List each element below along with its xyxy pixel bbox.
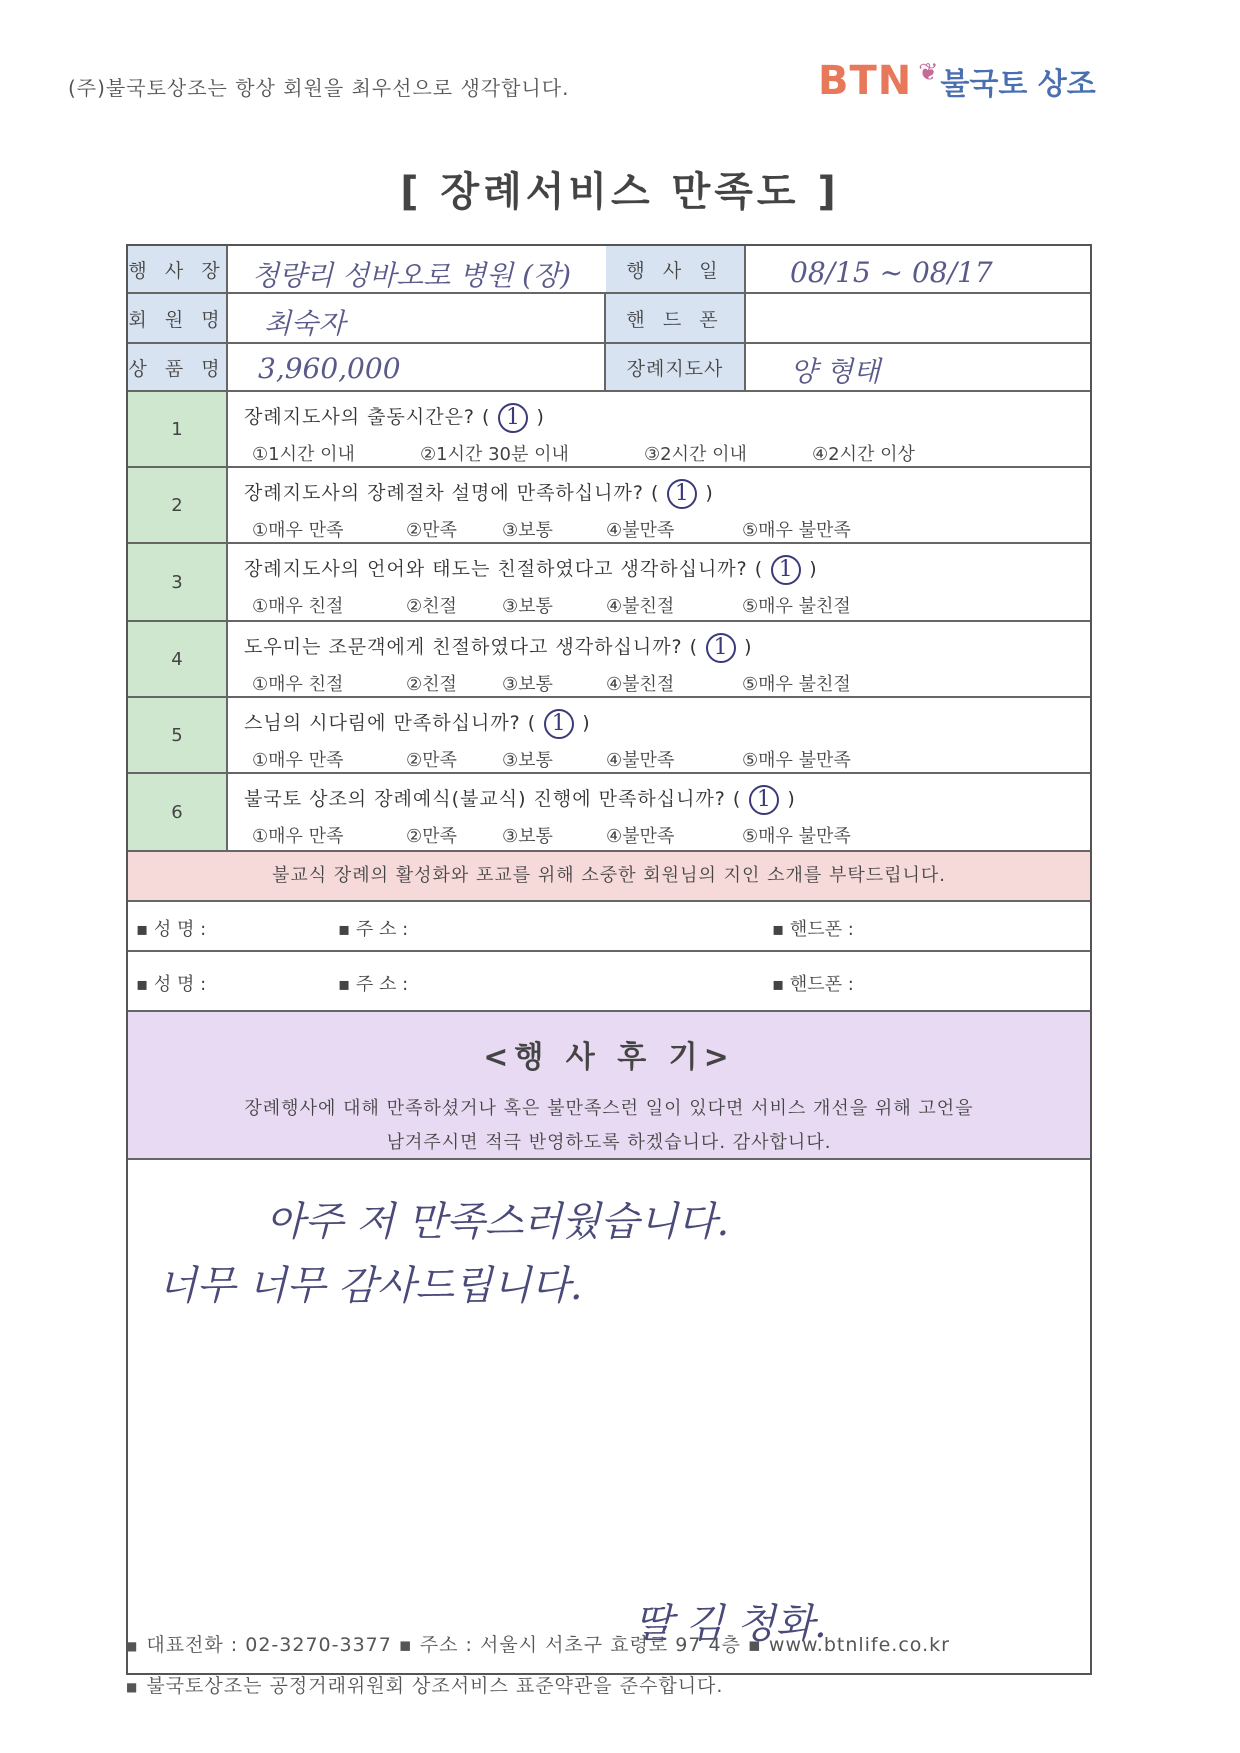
review-handwriting-line1: 아주 저 만족스러웠습니다. [266,1199,730,1245]
butterfly-icon: ❦ [918,58,939,86]
question-row [128,392,1090,468]
option[interactable]: ④불친절 [606,674,675,695]
logo-btn-text: BTN [818,58,913,104]
referral-row [128,902,1090,952]
tagline: (주)불국토상조는 항상 회원을 최우선으로 생각합니다. [68,76,570,100]
option[interactable]: ⑤매우 불만족 [742,826,851,847]
date-label: 행 사 일 [606,246,746,294]
product-field[interactable] [228,344,606,392]
referral-address-label: ▪ 주 소 : [338,974,409,995]
referral-banner: 불교식 장례의 활성화와 포교를 위해 소중한 회원님의 지인 소개를 부탁드립니다. [128,852,1090,902]
question-number: 1 [128,392,228,466]
company-logo [818,58,1096,104]
question-number: 4 [128,622,228,696]
question-options [252,670,851,696]
referral-row [128,952,1090,1012]
option[interactable]: ③보통 [502,674,553,695]
referral-address-label: ▪ 주 소 : [338,919,409,940]
question-row [128,774,1090,852]
question-number: 6 [128,774,228,850]
product-label: 상 품 명 [128,344,228,392]
form-title: [ 장례서비스 만족도 ] [400,169,840,215]
question-options [252,592,851,618]
review-signature: 딸 김 청화. [634,1601,827,1647]
product-value: 3,960,000 [258,352,401,385]
review-description: 장례행사에 대해 만족하셨거나 혹은 불만족스런 일이 있다면 서비스 개선을 위해 고언을 남겨주시면 적극 반영하도록 하겠습니다. 감사합니다. [244,1098,974,1153]
option[interactable]: ②1시간 30분 이내 [420,444,569,465]
option[interactable]: ④불친절 [606,596,675,617]
venue-label: 행 사 장 [128,246,228,294]
question-row [128,468,1090,544]
option[interactable]: ①매우 만족 [252,750,344,771]
question-number: 5 [128,698,228,772]
footer-notice: ■ 불국토상조는 공정거래위원회 상조서비스 표준약관을 준수합니다. [126,1675,724,1697]
question-text: 장례지도사의 장례절차 설명에 만족하십니까? ( 1 ) [244,478,714,509]
option[interactable]: ③보통 [502,520,553,541]
option[interactable]: ⑤매우 불만족 [742,520,851,541]
option[interactable]: ③2시간 이내 [644,444,747,465]
question-options [252,822,851,848]
option[interactable]: ①1시간 이내 [252,444,355,465]
option[interactable]: ③보통 [502,596,553,617]
referral-phone-label: ▪ 핸드폰 : [772,974,854,995]
question-row [128,544,1090,622]
referral-phone-label: ▪ 핸드폰 : [772,919,854,940]
question-number: 3 [128,544,228,620]
venue-value: 청량리 성바오로 병원 (장) [252,259,572,292]
referral-name-label: ▪ 성 명 : [136,974,207,995]
question-row [128,698,1090,774]
question-text: 스님의 시다림에 만족하십니까? ( 1 ) [244,708,591,739]
option[interactable]: ④불만족 [606,750,675,771]
option[interactable]: ②친절 [406,596,457,617]
option[interactable]: ③보통 [502,826,553,847]
question-row [128,622,1090,698]
date-field[interactable] [746,246,1090,294]
director-field[interactable] [746,344,1090,392]
option[interactable]: ④2시간 이상 [812,444,915,465]
answer-mark[interactable]: 1 [498,403,528,433]
question-text: 불국토 상조의 장례예식(불교식) 진행에 만족하십니까? ( 1 ) [244,784,796,815]
option[interactable]: ①매우 친절 [252,674,344,695]
director-label: 장례지도사 [606,344,746,392]
option[interactable]: ③보통 [502,750,553,771]
date-value: 08/15 ~ 08/17 [790,256,993,289]
review-handwriting-line2: 너무 너무 감사드립니다. [158,1263,583,1309]
answer-mark[interactable]: 1 [667,479,697,509]
answer-mark[interactable]: 1 [771,555,801,585]
answer-mark[interactable]: 1 [706,633,736,663]
review-text-area[interactable] [128,1162,1090,1673]
option[interactable]: ②만족 [406,750,457,771]
member-field[interactable] [228,294,606,344]
question-options [252,440,915,466]
director-value: 양 형태 [790,355,881,388]
question-options [252,516,851,542]
question-text: 장례지도사의 출동시간은? ( 1 ) [244,402,545,433]
question-number: 2 [128,468,228,542]
option[interactable]: ④불만족 [606,826,675,847]
question-options [252,746,851,772]
option[interactable]: ①매우 만족 [252,520,344,541]
option[interactable]: ⑤매우 불친절 [742,596,851,617]
option[interactable]: ①매우 친절 [252,596,344,617]
answer-mark[interactable]: 1 [749,785,779,815]
member-value: 최숙자 [264,307,346,340]
option[interactable]: ⑤매우 불친절 [742,674,851,695]
member-label: 회 원 명 [128,294,228,344]
question-text: 장례지도사의 언어와 태도는 친절하였다고 생각하십니까? ( 1 ) [244,554,818,585]
footer [126,1630,950,1712]
footer-contact: ■ 대표전화 : 02-3270-3377 ▪ 주소 : 서울시 서초구 효령로 97 4층 ▪ www.btnlife.co.kr [126,1634,950,1656]
option[interactable]: ②친절 [406,674,457,695]
phone-label: 핸 드 폰 [606,294,746,344]
option[interactable]: ④불만족 [606,520,675,541]
logo-brand-text: 불국토 상조 [940,67,1096,102]
phone-field[interactable] [746,294,1090,344]
option[interactable]: ①매우 만족 [252,826,344,847]
option[interactable]: ⑤매우 불만족 [742,750,851,771]
option[interactable]: ②만족 [406,520,457,541]
option[interactable]: ②만족 [406,826,457,847]
question-text: 도우미는 조문객에게 친절하였다고 생각하십니까? ( 1 ) [244,632,753,663]
survey-form [126,244,1092,1675]
review-title: <행 사 후 기> [483,1040,735,1075]
review-header [128,1012,1090,1160]
referral-name-label: ▪ 성 명 : [136,919,207,940]
answer-mark[interactable]: 1 [544,709,574,739]
